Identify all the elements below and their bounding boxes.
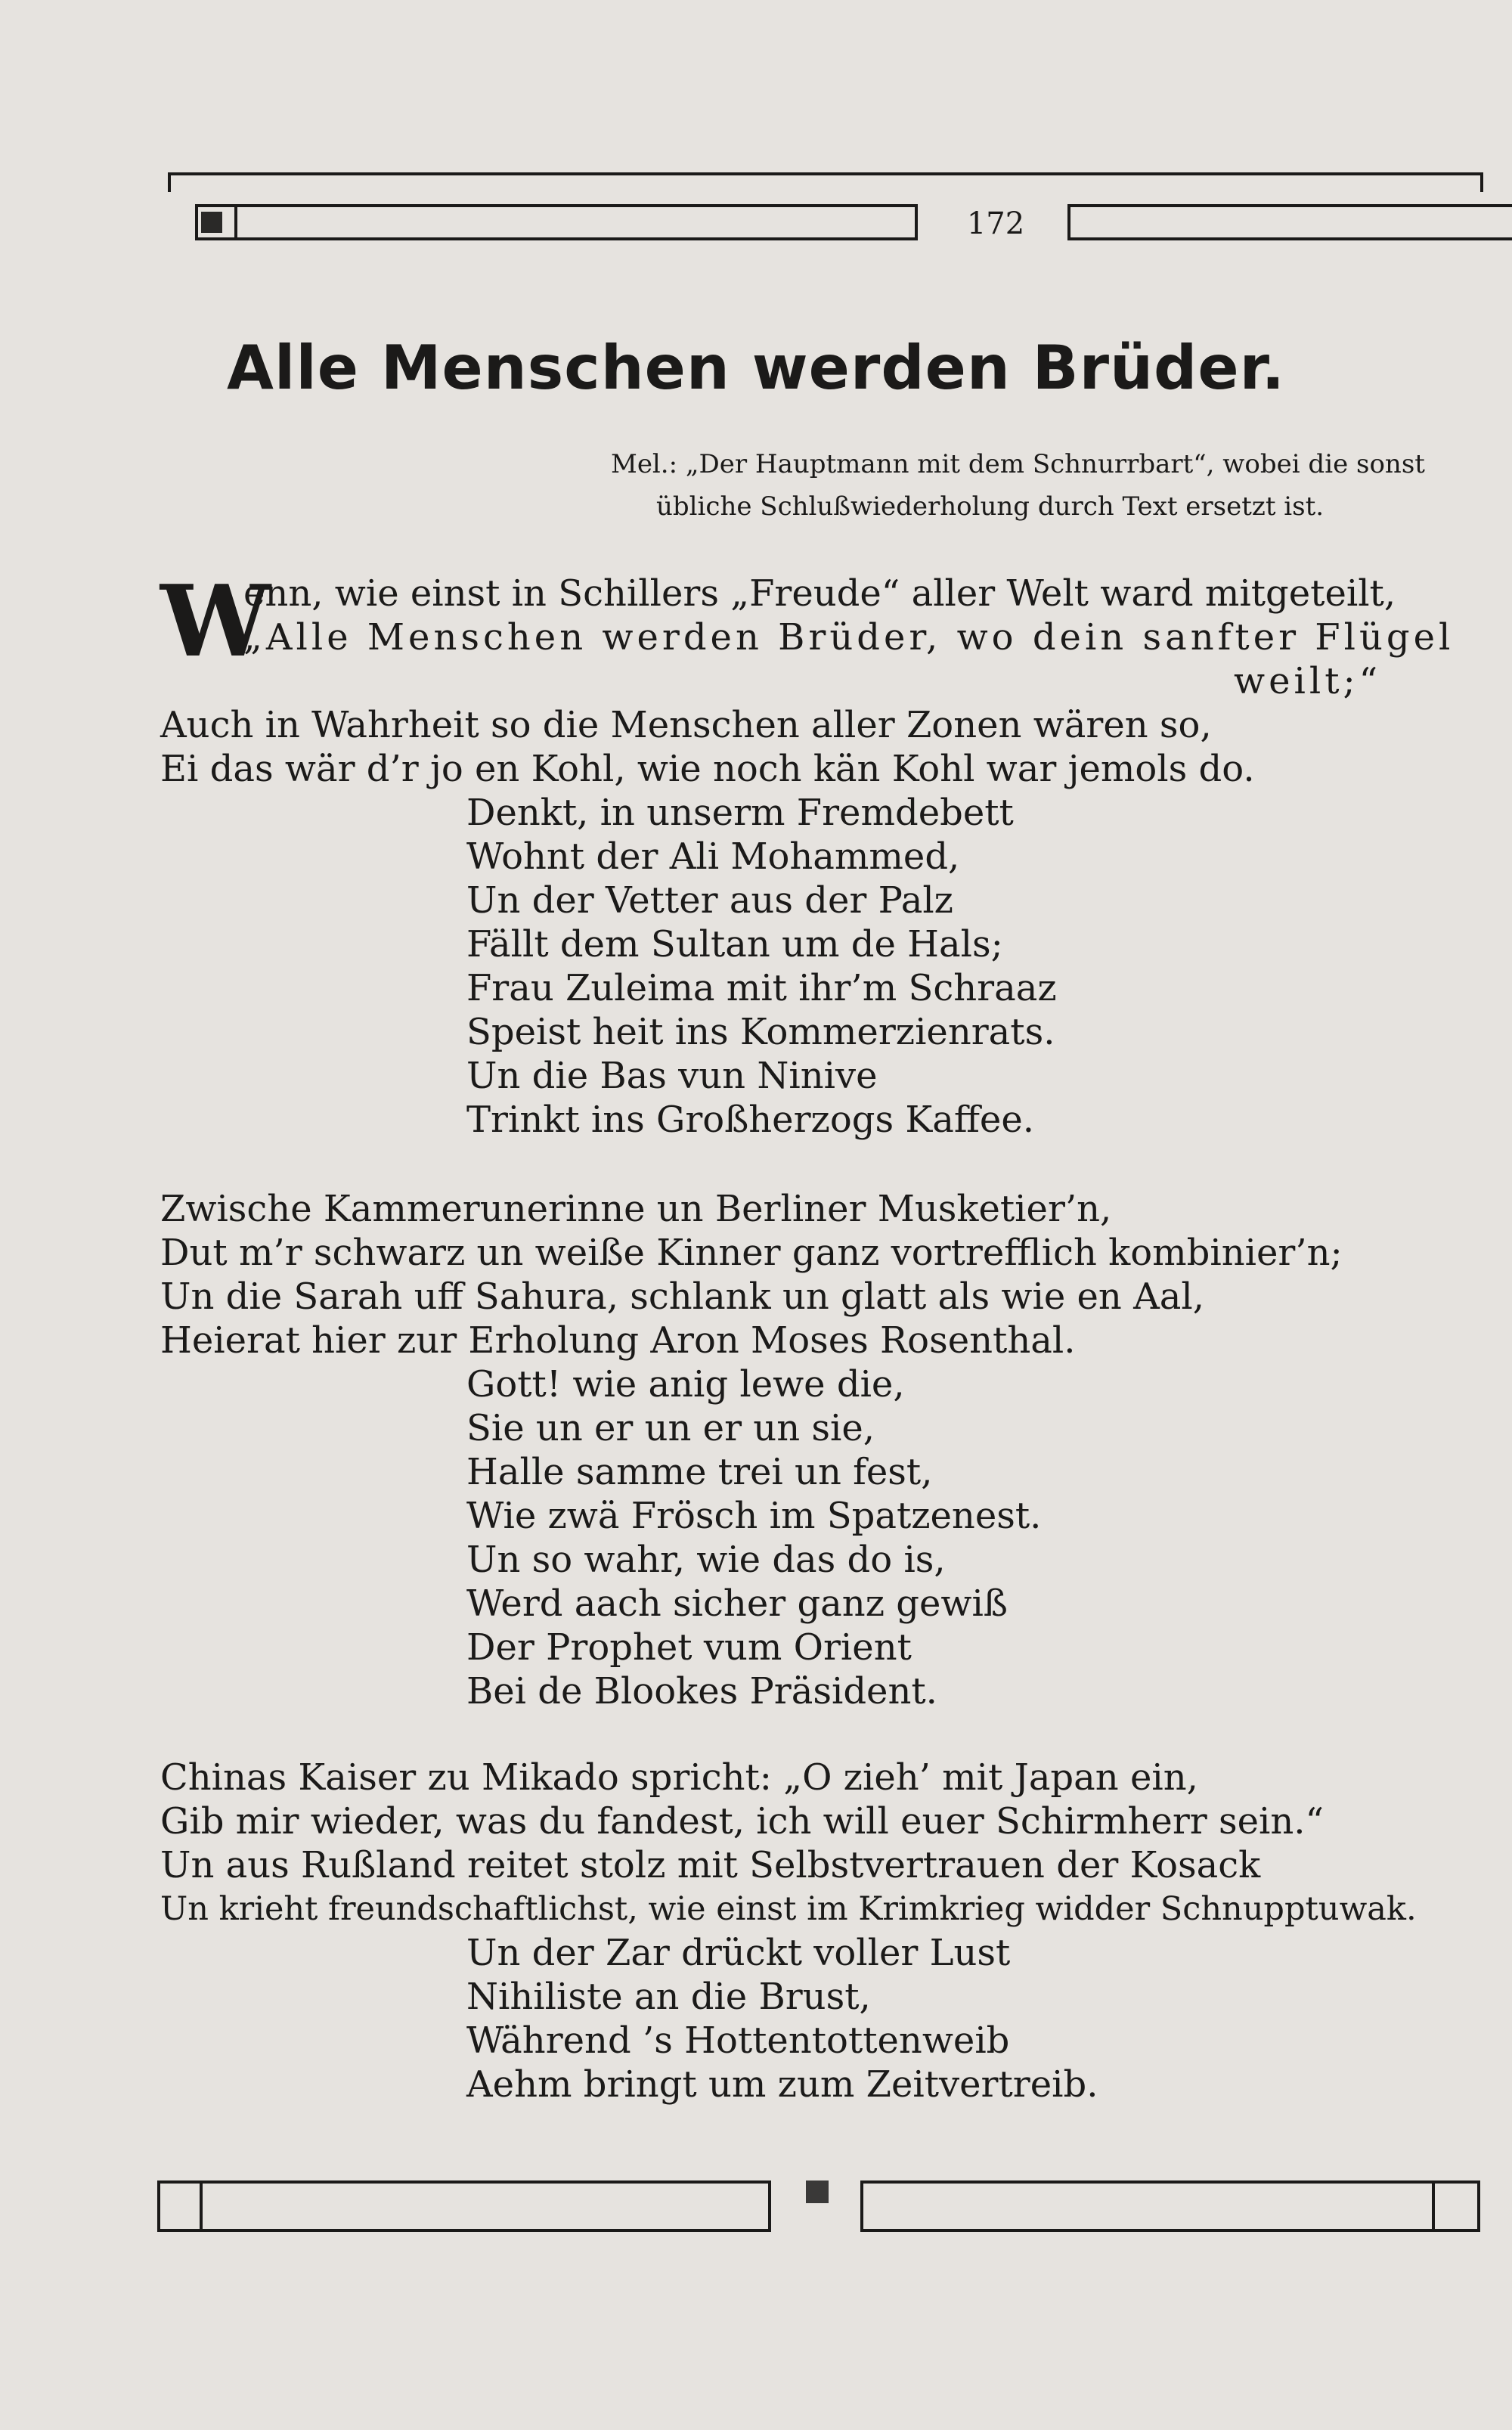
- melody-note: [611, 443, 1488, 528]
- verse-line: Ei das wär d’r jo en Kohl, wie noch kän Kohl war jemols do.: [160, 748, 1255, 790]
- footer-frame-right: [860, 2180, 1480, 2232]
- drop-cap: W: [160, 563, 271, 679]
- verse-line: Trinkt ins Großherzogs Kaffee.: [466, 1099, 1034, 1141]
- poem-title: Alle Menschen werden Brüder.: [226, 333, 1286, 403]
- verse-line: enn, wie einst in Schillers „Freude“ aller Welt ward mitgeteilt,: [243, 572, 1396, 615]
- header-rule: [168, 172, 1483, 192]
- verse-line: Sie un er un er un sie,: [466, 1407, 875, 1449]
- verse-line: Chinas Kaiser zu Mikado spricht: „O zieh’ mit Japan ein,: [160, 1756, 1198, 1799]
- verse-line: Halle samme trei un fest,: [466, 1451, 933, 1493]
- footer-divider: [1432, 2182, 1435, 2230]
- verse-line: Bei de Blookes Präsident.: [466, 1670, 937, 1712]
- header-frame-left: [195, 204, 918, 240]
- stanza-2: [160, 1187, 1491, 1713]
- verse-line: Un die Sarah uff Sahura, schlank un glatt als wie en Aal,: [160, 1275, 1204, 1318]
- verse-line: Un aus Rußland reitet stolz mit Selbstvertrauen der Kosack: [160, 1844, 1261, 1886]
- melody-line: übliche Schlußwiederholung durch Text ersetzt ist.: [656, 491, 1325, 522]
- verse-line: Auch in Wahrheit so die Menschen aller Zonen wären so,: [160, 704, 1212, 746]
- verse-line: Un der Vetter aus der Palz: [466, 879, 953, 922]
- verse-line: Aehm bringt um zum Zeitvertreib.: [466, 2063, 1098, 2106]
- verse-line: Der Prophet vum Orient: [466, 1626, 912, 1669]
- stanza-1: [160, 563, 1491, 1142]
- footer-frame-left: [157, 2180, 771, 2232]
- verse-line: Un krieht freundschaftlichst, wie einst im Krimkrieg widder Schnupptuwak.: [160, 1890, 1417, 1928]
- verse-line: Un die Bas vun Ninive: [466, 1055, 878, 1097]
- verse-line: Wohnt der Ali Mohammed,: [466, 835, 960, 878]
- verse-line: Gib mir wieder, was du fandest, ich will euer Schirmherr sein.“: [160, 1800, 1325, 1843]
- verse-line: Speist heit ins Kommerzienrats.: [466, 1011, 1055, 1053]
- header-divider: [234, 206, 237, 239]
- page-header-ornament: [168, 172, 1483, 242]
- verse-line: Wie zwä Frösch im Spatzenest.: [466, 1495, 1042, 1537]
- verse-line: Nihiliste an die Brust,: [466, 1976, 871, 2018]
- verse-line: Denkt, in unserm Fremdebett: [466, 792, 1014, 834]
- ornament-square-icon: [806, 2180, 829, 2203]
- melody-line: Mel.: „Der Hauptmann mit dem Schnurrbart“, wobei die sonst: [611, 449, 1425, 479]
- verse-line: Un der Zar drückt voller Lust: [466, 1932, 1011, 1974]
- verse-line: Frau Zuleima mit ihr’m Schraaz: [466, 967, 1057, 1009]
- verse-line: Fällt dem Sultan um de Hals;: [466, 923, 1003, 965]
- verse-line: Zwische Kammerunerinne un Berliner Musketier’n,: [160, 1188, 1112, 1230]
- footer-divider: [200, 2182, 203, 2230]
- page-footer-ornament: [157, 2180, 1480, 2233]
- verse-line: „Alle Menschen werden Brüder, wo dein sanfter Flügel: [243, 616, 1455, 659]
- page-number: 172: [966, 206, 1025, 241]
- verse-line: Gott! wie anig lewe die,: [466, 1363, 905, 1406]
- verse-line: weilt;“: [1234, 660, 1382, 702]
- verse-line: Dut m’r schwarz un weiße Kinner ganz vortrefflich kombinier’n;: [160, 1232, 1343, 1274]
- verse-line: Werd aach sicher ganz gewiß: [466, 1582, 1008, 1625]
- verse-line: Heierat hier zur Erholung Aron Moses Rosenthal.: [160, 1319, 1076, 1362]
- header-frame-right: [1067, 204, 1512, 240]
- verse-line: Während ’s Hottentottenweib: [466, 2019, 1010, 2062]
- verse-line: Un so wahr, wie das do is,: [466, 1539, 946, 1581]
- stanza-3: [160, 1756, 1491, 2106]
- ornament-square-icon: [201, 212, 222, 233]
